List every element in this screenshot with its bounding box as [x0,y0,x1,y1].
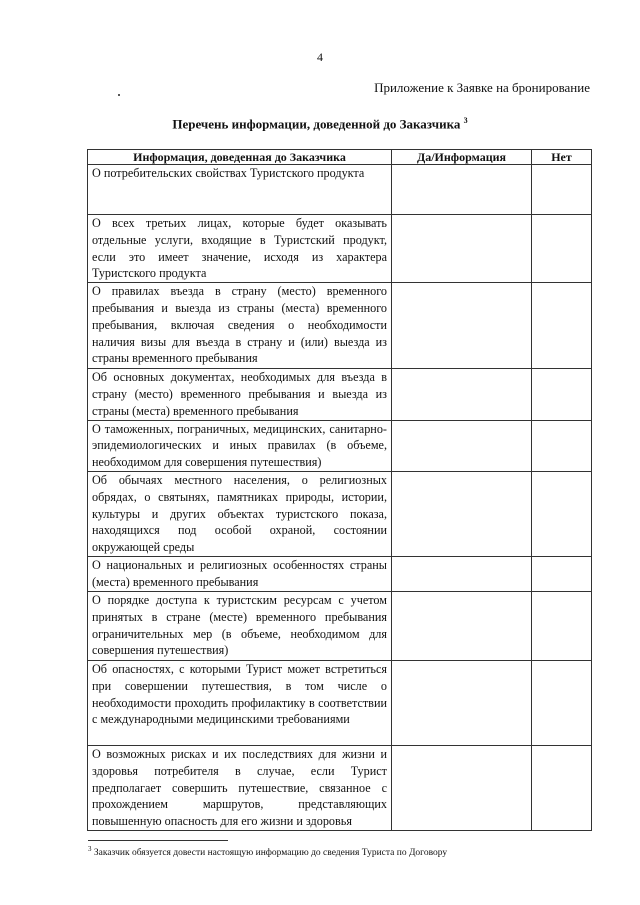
title-text: Перечень информации, доведенной до Заказчика [172,116,461,132]
footnote [88,845,447,858]
table-row [88,556,592,591]
row-no-cell[interactable] [532,556,592,591]
row-no-cell[interactable] [532,215,592,283]
title-footnote-ref: 3 [463,116,468,125]
row-yes-cell[interactable] [392,165,532,215]
row-yes-cell[interactable] [392,745,532,830]
row-description: О правилах въезда в страну (место) временного пребывания и выезда из страны (места) временного пребывания, включая сведения о необходимости наличия визы для въезда в страну и (или) выезда из страны временного пребывания [88,283,392,369]
page-number: 4 [317,50,323,64]
row-description: Об обычаях местного населения, о религиозных обрядах, о святынях, памятниках природы, истории, культуры и других объектах туристского показа, находящихся под особой охраной, состоянии окружающей среды [88,471,392,556]
row-no-cell[interactable] [532,283,592,369]
row-yes-cell[interactable] [392,215,532,283]
row-yes-cell[interactable] [392,591,532,660]
table-row [88,660,592,745]
table-row [88,420,592,471]
row-no-cell[interactable] [532,420,592,471]
table-row [88,369,592,420]
table-row [88,165,592,215]
row-yes-cell[interactable] [392,660,532,745]
row-description: О потребительских свойствах Туристского продукта [88,165,392,215]
row-description: О всех третьих лицах, которые будет оказывать отдельные услуги, входящие в Туристский продукт, если это имеет значение, исходя из характера Туристского продукта [88,215,392,283]
row-yes-cell[interactable] [392,369,532,420]
footnote-marker: 3 [88,845,92,853]
table-row [88,591,592,660]
table-row [88,283,592,369]
table-row [88,745,592,830]
row-no-cell[interactable] [532,591,592,660]
row-yes-cell[interactable] [392,420,532,471]
appendix-label: Приложение к Заявке на бронирование [374,80,590,95]
row-description: О национальных и религиозных особенностях страны (места) временного пребывания [88,556,392,591]
table-row [88,471,592,556]
table-header-row [88,150,592,165]
row-yes-cell[interactable] [392,556,532,591]
footnote-divider [88,840,228,841]
document-title [0,116,640,132]
header-yes-information: Да/Информация [392,150,532,165]
header-no: Нет [532,150,592,165]
row-no-cell[interactable] [532,165,592,215]
row-no-cell[interactable] [532,471,592,556]
row-no-cell[interactable] [532,745,592,830]
row-yes-cell[interactable] [392,471,532,556]
row-no-cell[interactable] [532,660,592,745]
information-table [87,149,592,831]
row-no-cell[interactable] [532,369,592,420]
header-information: Информация, доведенная до Заказчика [88,150,392,165]
table-row [88,215,592,283]
row-yes-cell[interactable] [392,283,532,369]
footnote-text: Заказчик обязуется довести настоящую информацию до сведения Туриста по Договору [93,848,448,859]
row-description: О таможенных, пограничных, медицинских, санитарно-эпидемиологических и иных правилах (в объеме, необходимом для совершения путешествия) [88,420,392,471]
row-description: О порядке доступа к туристским ресурсам с учетом принятых в стране (месте) временного пребывания ограничительных мер (в объеме, необходимом для совершения путешествия) [88,591,392,660]
row-description: О возможных рисках и их последствиях для жизни и здоровья потребителя в случае, если Турист предполагает совершить путешествие, связанное с прохождением маршрутов, представляющих повышенную опасность для его жизни и здоровья [88,745,392,830]
row-description: Об опасностях, с которыми Турист может встретиться при совершении путешествия, в том числе о необходимости проходить профилактику в соответствии с международными медицинскими требованиями [88,660,392,745]
row-description: Об основных документах, необходимых для въезда в страну (место) временного пребывания и выезда из страны (места) временного пребывания [88,369,392,420]
scan-speck [118,94,120,96]
